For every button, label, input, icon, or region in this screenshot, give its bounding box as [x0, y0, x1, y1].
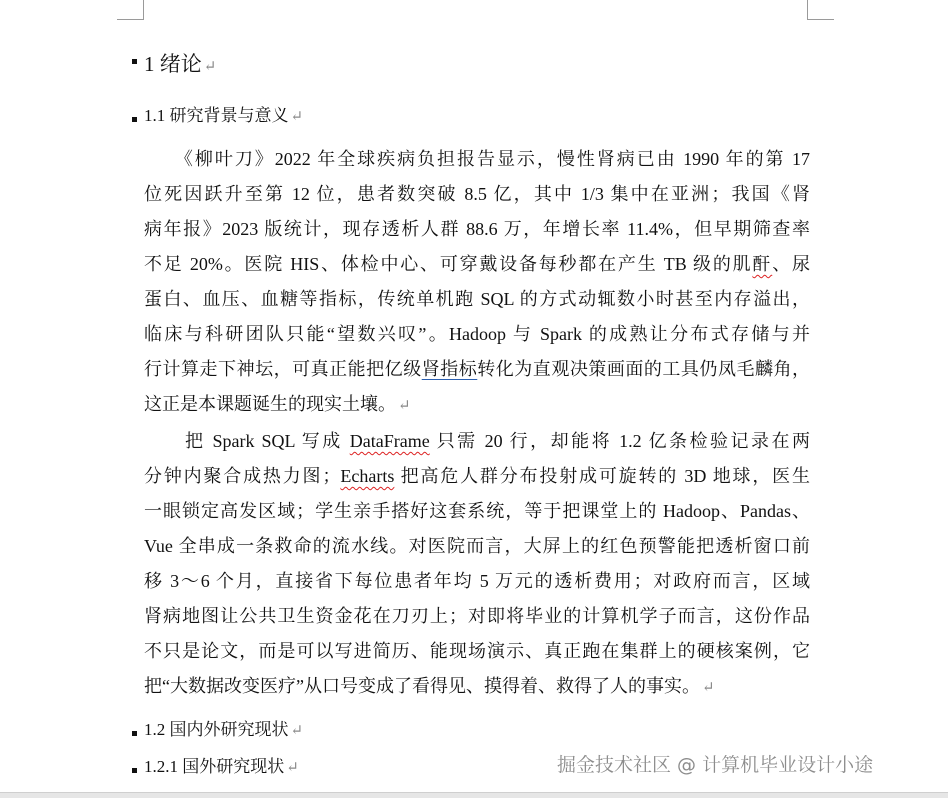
heading-bullet	[132, 768, 137, 773]
paragraph-mark: ↵	[286, 760, 299, 776]
text-run: 把高危人群分布投射成可旋转的 3D 地球，医生	[394, 466, 811, 486]
text-line	[144, 217, 810, 241]
text-run: 把 Spark SQL 写成	[144, 431, 350, 451]
text-run: 不只是论文，而是可以写进简历、能现场演示、真正跑在集群上的硬核案例，它	[144, 641, 810, 661]
text-run: 分钟内聚合成热力图；	[144, 466, 341, 486]
paragraph-mark: ↵	[290, 723, 304, 739]
grammar-flag-word[interactable]: 肾指标	[421, 359, 478, 379]
text-run: 一眼锁定高发区域；学生亲手搭好这套系统，等于把课堂上的 Hadoop、Pandas、	[144, 501, 810, 521]
page-corner-mark-right	[807, 0, 834, 20]
text-line	[144, 569, 810, 593]
text-line	[144, 534, 810, 558]
text-line	[144, 252, 810, 276]
text-run: 临床与科研团队只能“望数兴叹”。Hadoop 与 Spark 的成熟让分布式存储与并	[144, 324, 810, 344]
text-line	[144, 499, 810, 523]
text-run: 移 3～6 个月，直接省下每位患者年均 5 万元的透析费用；对政府而言，区域	[144, 571, 810, 591]
heading-1-2[interactable]	[144, 715, 303, 740]
paragraph-mark: ↵	[290, 109, 304, 125]
text-run: Vue 全串成一条救命的流水线。对医院而言，大屏上的红色预警能把透析窗口前	[144, 536, 810, 556]
text-line	[144, 392, 810, 418]
text-run: 只需 20 行，却能将 1.2 亿条检验记录在两	[429, 431, 810, 451]
text-line	[144, 464, 810, 488]
text-run: 把“大数据改变医疗”从口号变成了看得见、摸得着、救得了人的事实。	[144, 676, 700, 696]
heading-text: 1.2 国内外研究现状	[144, 720, 289, 739]
paragraph-mark: ↵	[701, 680, 715, 696]
text-line	[144, 639, 810, 663]
text-line	[144, 287, 810, 311]
text-run: 位死因跃升至第 12 位，患者数突破 8.5 亿，其中 1/3 集中在亚洲；我国《肾	[144, 184, 810, 204]
heading-bullet	[132, 59, 137, 64]
heading-bullet	[132, 731, 137, 736]
spelling-error-word[interactable]: 酐	[752, 254, 773, 274]
heading-text: 1 绪论	[144, 52, 202, 76]
bottom-status-bar	[0, 792, 948, 798]
text-run: 转化为直观决策画面的工具仍凤毛麟角，	[477, 359, 811, 379]
text-run: 这正是本课题诞生的现实土壤。	[144, 394, 396, 414]
spelling-error-word[interactable]: DataFrame	[349, 431, 430, 451]
heading-bullet	[132, 117, 137, 122]
text-run: 肾病地图让公共卫生资金花在刀刃上；对即将毕业的计算机学子而言，这份作品	[144, 606, 810, 626]
heading-1-2-1[interactable]	[144, 752, 299, 777]
text-run: 蛋白、血压、血糖等指标，传统单机跑 SQL 的方式动辄数小时甚至内存溢出，	[144, 289, 810, 309]
text-line	[144, 604, 810, 628]
heading-text: 1.2.1 国外研究现状	[144, 757, 285, 776]
text-run: 病年报》2023 版统计，现存透析人群 88.6 万，年增长率 11.4%，但早期筛查率	[144, 219, 810, 239]
text-run: 行计算走下神坛，可真正能把亿级	[144, 359, 422, 379]
text-run: 《柳叶刀》2022 年全球疾病负担报告显示，慢性肾病已由 1990 年的第 17	[144, 149, 810, 169]
text-line	[144, 674, 810, 700]
heading-1-1[interactable]	[144, 101, 303, 126]
watermark: 掘金技术社区 @ 计算机毕业设计小途	[557, 754, 874, 776]
page-corner-mark-left	[117, 0, 144, 20]
paragraph-mark: ↵	[398, 398, 411, 414]
heading-1[interactable]	[144, 48, 216, 78]
text-line	[144, 182, 810, 206]
text-run: 不足 20%。医院 HIS、体检中心、可穿戴设备每秒都在产生 TB 级的肌	[144, 254, 753, 274]
text-line	[144, 357, 810, 381]
heading-text: 1.1 研究背景与意义	[144, 106, 289, 125]
paragraph-mark: ↵	[203, 59, 217, 75]
text-line	[144, 322, 810, 346]
text-run: 、尿	[772, 254, 811, 274]
spelling-error-word[interactable]: Echarts	[340, 466, 395, 486]
text-line	[144, 429, 810, 453]
text-line	[144, 147, 810, 171]
